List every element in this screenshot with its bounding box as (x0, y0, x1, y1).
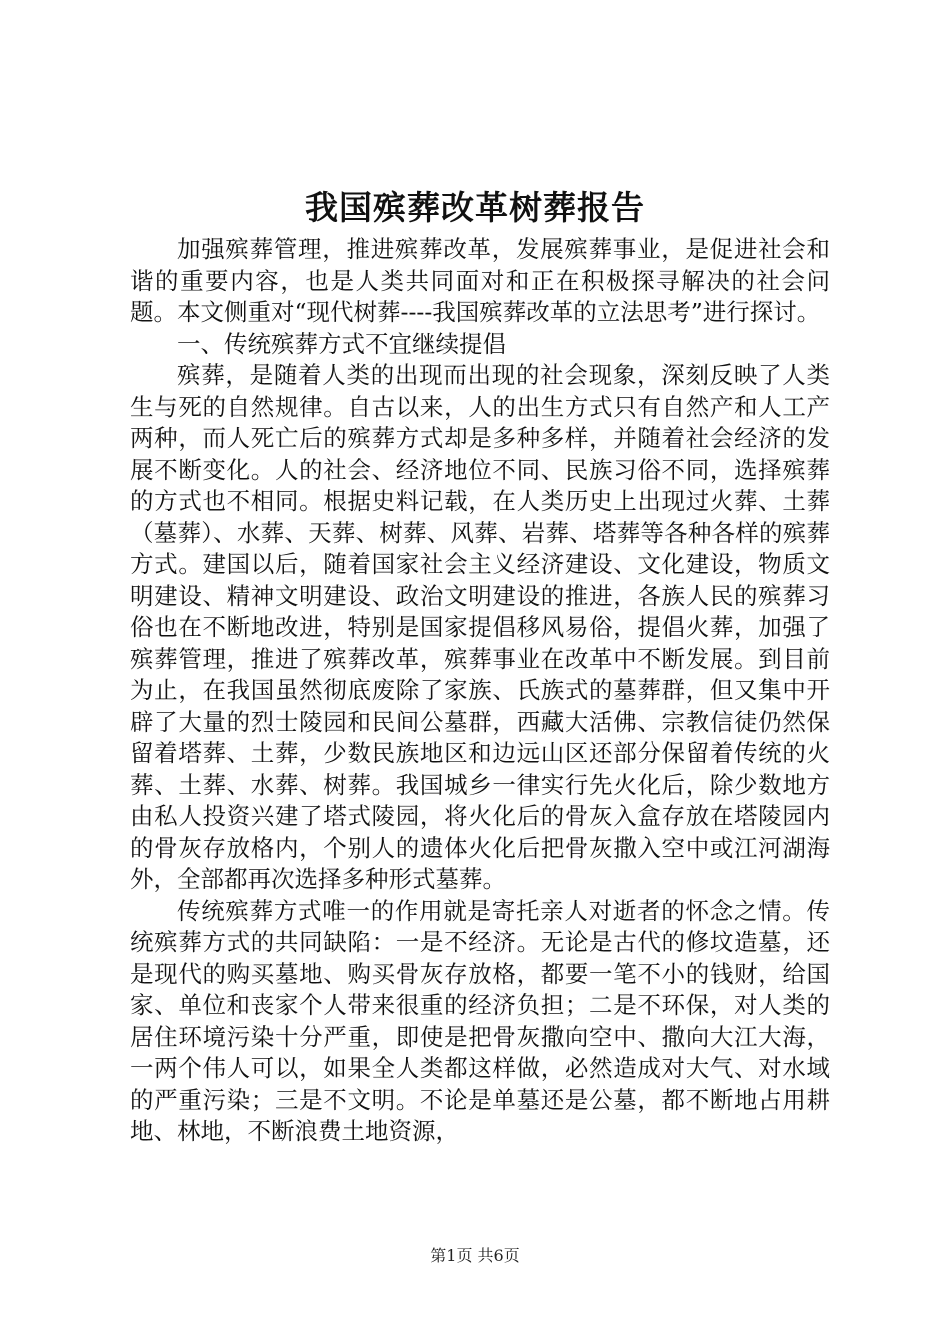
section-heading: 一、传统殡葬方式不宜继续提倡 (177, 329, 506, 358)
paragraph-intro: 加强殡葬管理，推进殡葬改革，发展殡葬事业，是促进社会和谐的重要内容，也是人类共同面对和正在积极探寻解决的社会问题。本文侧重对“现代树葬----我国殡葬改革的立法思考”进行探讨。 (130, 235, 830, 326)
page-number-footer: 第1页 共6页 (430, 1246, 520, 1265)
paragraph-history: 殡葬，是随着人类的出现而出现的社会现象，深刻反映了人类生与死的自然规律。自古以来，人的出生方式只有自然产和人工产两种，而人死亡后的殡葬方式却是多种多样，并随着社会经济的发展不断变化。人的社会、经济地位不同、民族习俗不同，选择殡葬的方式也不相同。根据史料记载，在人类历史上出现过火葬、土葬（墓葬）、水葬、天葬、树葬、风葬、岩葬、塔葬等各种各样的殡葬方式。建国以后，随着国家社会主义经济建设、文化建设，物质文明建设、精神文明建设、政治文明建设的推进，各族人民的殡葬习俗也在不断地改进，特别是国家提倡移风易俗，提倡火葬，加强了殡葬管理，推进了殡葬改革，殡葬事业在改革中不断发展。到目前为止，在我国虽然彻底废除了家族、氏族式的墓葬群，但又集中开辟了大量的烈士陵园和民间公墓群，西藏大活佛、宗教信徒仍然保留着塔葬、土葬，少数民族地区和边远山区还部分保留着传统的火葬、土葬、水葬、树葬。我国城乡一律实行先火化后，除少数地方由私人投资兴建了塔式陵园，将火化后的骨灰入盒存放在塔陵园内的骨灰存放格内，个别人的遗体火化后把骨灰撒入空中或江河湖海外，全部都再次选择多种形式墓葬。 (130, 361, 830, 893)
document-title: 我国殡葬改革树葬报告 (305, 188, 645, 227)
paragraph-drawbacks: 传统殡葬方式唯一的作用就是寄托亲人对逝者的怀念之情。传统殡葬方式的共同缺陷：一是不经济。无论是古代的修坟造墓，还是现代的购买墓地、购买骨灰存放格，都要一笔不小的钱财，给国家、单位和丧家个人带来很重的经济负担；二是不环保，对人类的居住环境污染十分严重，即使是把骨灰撒向空中、撒向大江大海，一两个伟人可以，如果全人类都这样做，必然造成对大气、对水域的严重污染；三是不文明。不论是单墓还是公墓，都不断地占用耕地、林地，不断浪费土地资源， (130, 896, 830, 1145)
document-body (130, 234, 830, 1148)
